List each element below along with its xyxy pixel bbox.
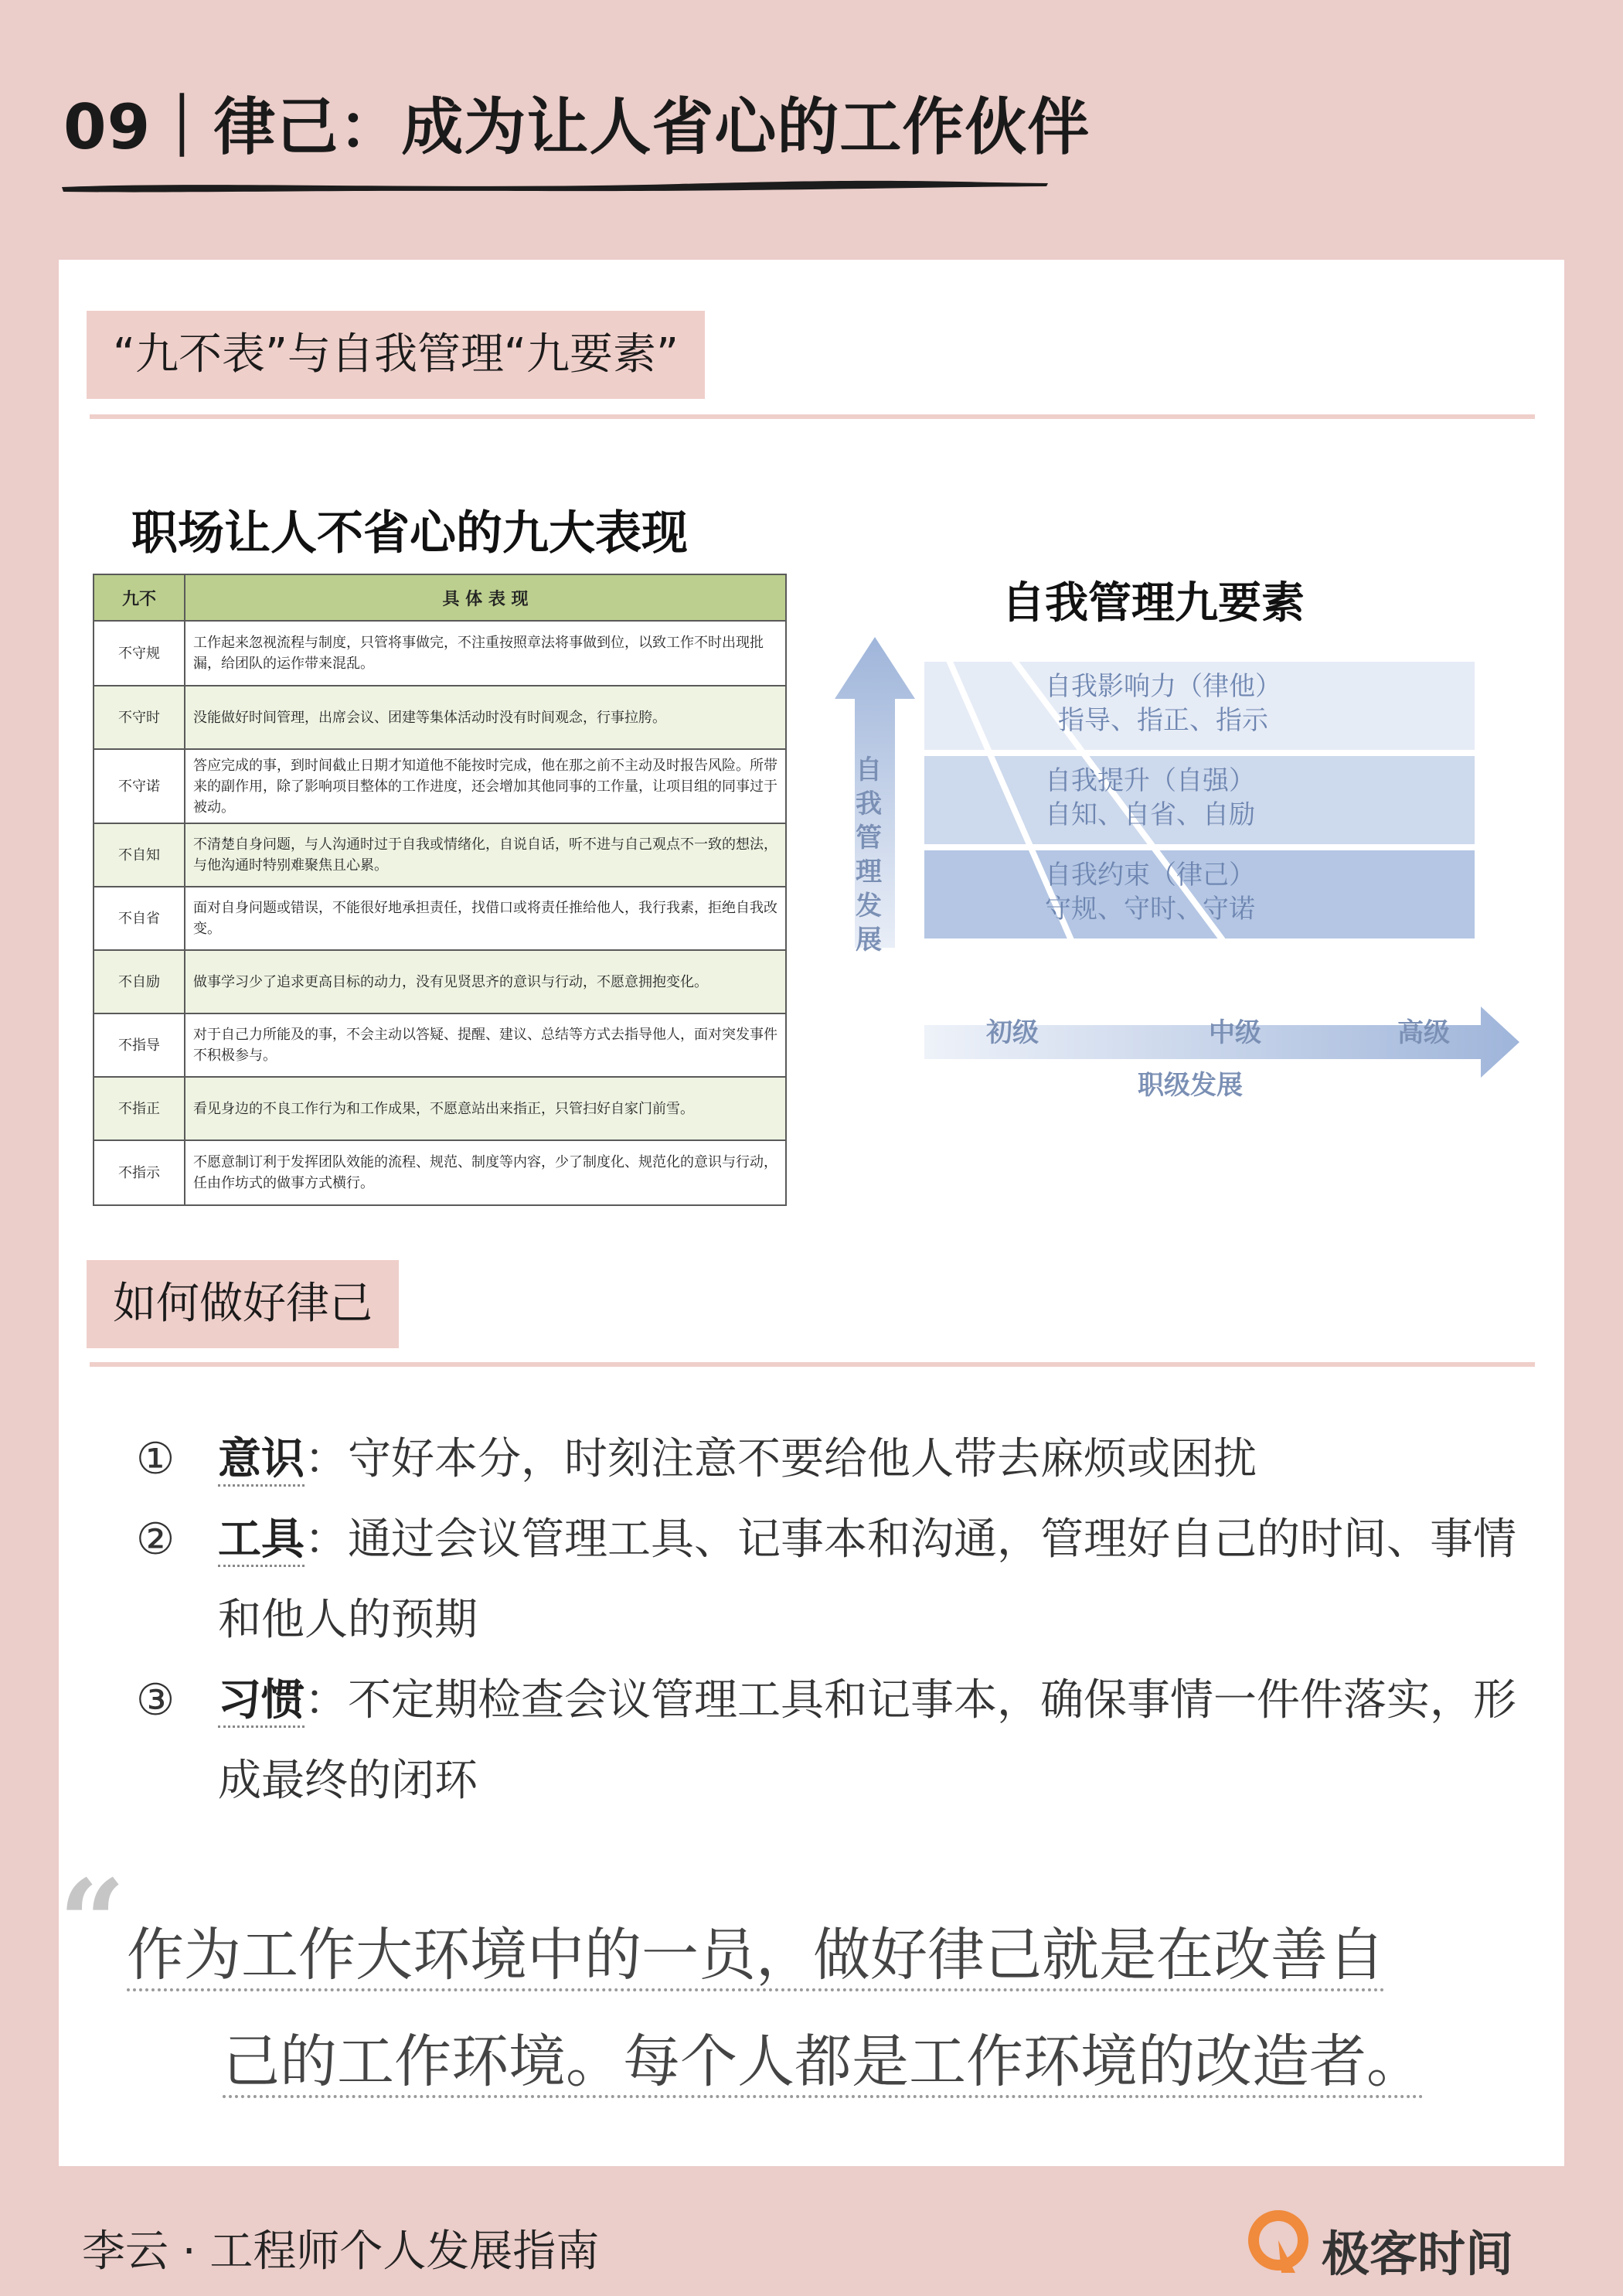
band-top-title: 自我影响力（律他） [1045,671,1281,702]
table-row [94,887,786,950]
nine-behaviors-table [93,574,787,1206]
self-management-diagram [832,569,1550,1157]
level-senior: 高级 [1397,1017,1450,1048]
footer-course-name: 李云 · 工程师个人发展指南 [82,2226,600,2277]
row-key: 不守时 [94,686,185,749]
list-item [136,1500,1527,1661]
page-title: 09｜律己：成为让人省心的工作伙伴 [63,91,1091,163]
level-junior: 初级 [986,1017,1039,1048]
table-row [94,749,786,823]
band-top-items: 指导、指正、指示 [1058,705,1268,736]
table-row [94,621,786,686]
band-bottom-text [1045,858,1255,926]
logo-text: 极客时间 [1322,2226,1514,2282]
step-keyword: 习惯 [218,1675,305,1728]
row-desc: 不愿意制订利于发挥团队效能的流程、规范、制度等内容，少了制度化、规范化的意识与行动，任由作坊式的做事方式横行。 [185,1140,786,1205]
step-text: ：不定期检查会议管理工具和记事本，确保事情一件件落实，形成最终的闭环 [218,1675,1516,1806]
band-top-text [1045,669,1281,738]
step-number: ① [136,1434,175,1484]
step-number: ③ [136,1675,175,1725]
horizontal-axis-label: 职级发展 [1138,1070,1243,1101]
diagram-title: 自我管理九要素 [1002,578,1305,629]
row-key: 不指正 [94,1077,185,1140]
row-key: 不守诺 [94,749,185,823]
step-text: ：守好本分，时刻注意不要给他人带去麻烦或困扰 [305,1434,1257,1484]
table-title: 职场让人不省心的九大表现 [131,506,688,560]
row-key: 不守规 [94,621,185,686]
row-desc: 做事学习少了追求更高目标的动力，没有见贤思齐的意识与行动，不愿意拥抱变化。 [185,950,786,1013]
table-row [94,823,786,887]
brush-underline [60,176,1050,195]
table-header-key: 九不 [94,574,185,621]
table-row [94,686,786,749]
row-key: 不自知 [94,823,185,887]
level-middle: 中级 [1209,1017,1261,1048]
row-key: 不自省 [94,887,185,950]
list-item [136,1419,1527,1500]
band-mid-items: 自知、自省、自励 [1045,799,1255,830]
table-row [94,1013,786,1077]
geektime-logo-icon [1247,2209,1317,2279]
step-keyword: 意识 [218,1434,305,1487]
row-desc: 对于自己力所能及的事，不会主动以答疑、提醒、建议、总结等方式去指导他人，面对突发事件不积极参与。 [185,1013,786,1077]
row-key: 不指导 [94,1013,185,1077]
row-desc: 答应完成的事，到时间截止日期才知道他不能按时完成，他在那之前不主动及时报告风险。所带来的副作用，除了影响项目整体的工作进度，还会增加其他同事的工作量，让项目组的同事过于被动。 [185,749,786,823]
closing-quote [127,1902,1564,2115]
row-desc: 看见身边的不良工作行为和工作成果，不愿意站出来指正，只管扫好自家门前雪。 [185,1077,786,1140]
step-number: ② [136,1514,175,1565]
geektime-logo [1247,2209,1526,2282]
table-row [94,950,786,1013]
band-mid-title: 自我提升（自强） [1045,765,1255,796]
section-tag-nine: “九不表”与自我管理“九要素” [87,311,705,399]
row-desc: 工作起来忽视流程与制度，只管将事做完，不注重按照章法将事做到位，以致工作不时出现批漏，给团队的运作带来混乱。 [185,621,786,686]
row-key: 不自励 [94,950,185,1013]
quote-mark: “ [59,1855,126,1991]
row-desc: 不清楚自身问题，与人沟通时过于自我或情绪化，自说自话，听不进与自己观点不一致的想法，与他沟通时特别难聚焦且心累。 [185,823,786,887]
row-desc: 没能做好时间管理，出席会议、团建等集体活动时没有时间观念，行事拉胯。 [185,686,786,749]
section-divider [90,414,1535,419]
band-bottom-title: 自我约束（律己） [1045,860,1255,891]
table-header-desc: 具 体 表 现 [185,574,786,621]
step-text: ：通过会议管理工具、记事本和沟通，管理好自己的时间、事情和他人的预期 [218,1514,1516,1645]
row-desc: 面对自身问题或错误，不能很好地承担责任，找借口或将责任推给他人，我行我素，拒绝自我改变。 [185,887,786,950]
content-card [59,260,1564,2166]
list-item [136,1661,1527,1821]
vertical-axis-label: 自我管理发展 [856,755,882,956]
table-row [94,1140,786,1205]
steps-list [136,1419,1527,1821]
quote-line-2: 己的工作环境。每个人都是工作环境的改造者。 [223,2029,1424,2098]
section-tag-howto: 如何做好律己 [87,1260,399,1348]
section-divider [90,1362,1535,1367]
band-bottom-items: 守规、守时、守诺 [1045,894,1255,925]
band-mid-text [1045,764,1255,832]
row-key: 不指示 [94,1140,185,1205]
table-row [94,1077,786,1140]
quote-line-1: 作为工作大环境中的一员，做好律己就是在改善自 [127,1922,1385,1991]
step-keyword: 工具 [218,1514,305,1567]
